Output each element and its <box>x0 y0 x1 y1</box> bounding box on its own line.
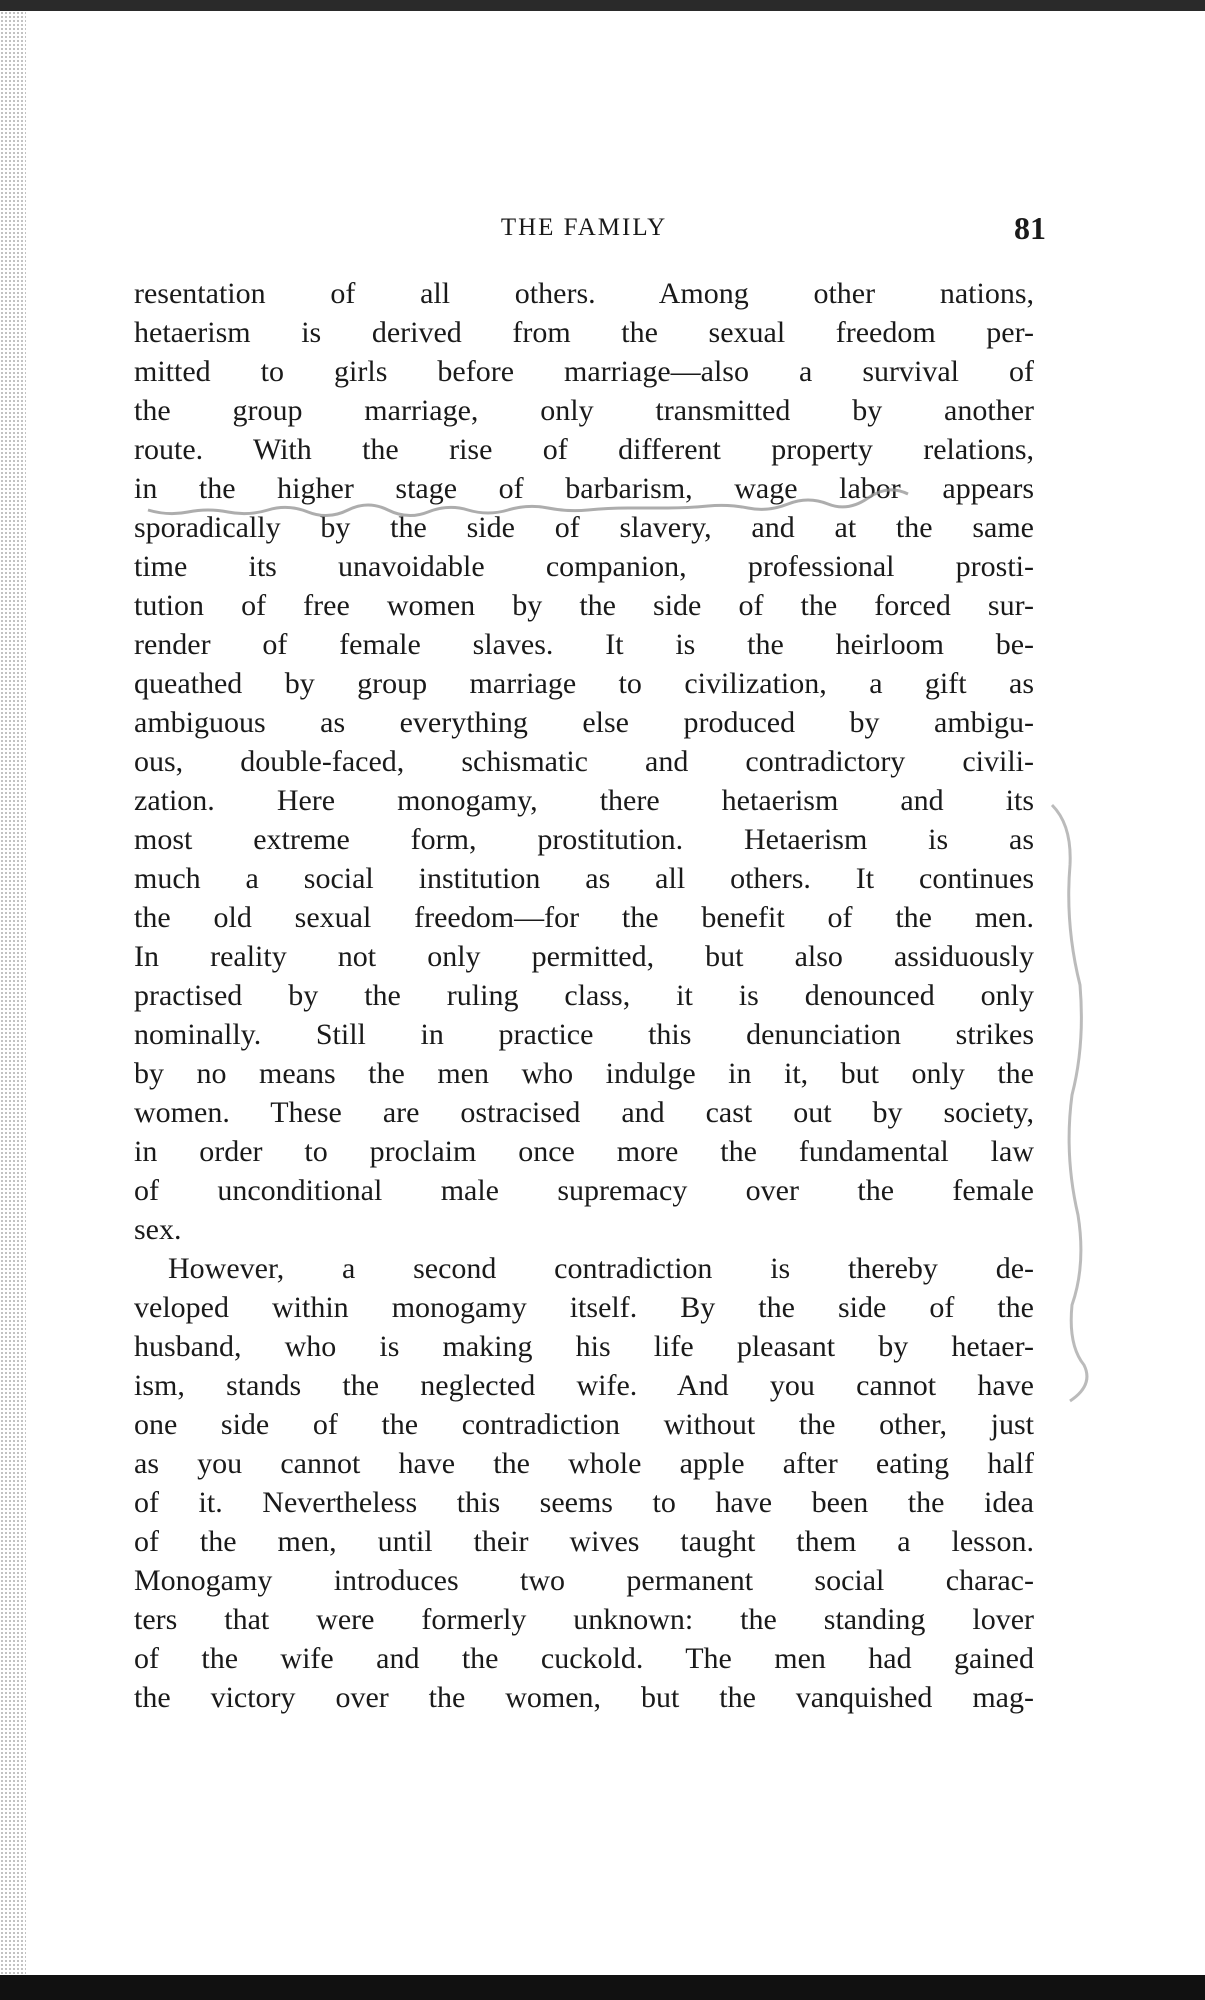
scan-left-edge-shadow <box>0 11 26 1975</box>
text-line: in order to proclaim once more the fundamental law <box>134 1135 1034 1168</box>
text-line: In reality not only permitted, but also assiduously <box>134 940 1034 973</box>
text-line: much a social institution as all others. It continues <box>134 862 1034 895</box>
text-line: the victory over the women, but the vanquished mag- <box>134 1681 1034 1714</box>
text-line: of the men, until their wives taught them a lesson. <box>134 1525 1034 1558</box>
text-line: by no means the men who indulge in it, but only the <box>134 1057 1034 1090</box>
text-line: mitted to girls before marriage—also a survival of <box>134 355 1034 388</box>
text-line: render of female slaves. It is the heirloom be- <box>134 628 1034 661</box>
text-line: However, a second contradiction is thereby de- <box>168 1252 1034 1285</box>
text-line: Monogamy introduces two permanent social charac- <box>134 1564 1034 1597</box>
text-line: nominally. Still in practice this denunciation strikes <box>134 1018 1034 1051</box>
text-line: practised by the ruling class, it is denounced only <box>134 979 1034 1012</box>
text-line: of it. Nevertheless this seems to have been the idea <box>134 1486 1034 1519</box>
text-line: most extreme form, prostitution. Hetaerism is as <box>134 823 1034 856</box>
text-line: the group marriage, only transmitted by another <box>134 394 1034 427</box>
text-line: tution of free women by the side of the forced sur- <box>134 589 1034 622</box>
page-number: 81 <box>1014 210 1046 246</box>
text-line: women. These are ostracised and cast out by society, <box>134 1096 1034 1129</box>
text-line: resentation of all others. Among other nations, <box>134 277 1034 310</box>
scan-bottom-edge <box>0 1975 1205 2000</box>
body-text <box>134 274 1034 1717</box>
text-line: one side of the contradiction without the other, just <box>134 1408 1034 1441</box>
text-line: husband, who is making his life pleasant by hetaer- <box>134 1330 1034 1363</box>
text-line: time its unavoidable companion, professional prosti- <box>134 550 1034 583</box>
text-line: zation. Here monogamy, there hetaerism and its <box>134 784 1034 817</box>
text-line: ambiguous as everything else produced by ambigu- <box>134 706 1034 739</box>
text-line: of unconditional male supremacy over the female <box>134 1174 1034 1207</box>
page-header <box>134 210 1046 246</box>
text-line: veloped within monogamy itself. By the side of the <box>134 1291 1034 1324</box>
text-line: as you cannot have the whole apple after eating half <box>134 1447 1034 1480</box>
text-line: route. With the rise of different property relations, <box>134 433 1034 466</box>
running-title: THE FAMILY <box>500 214 668 241</box>
text-line: sporadically by the side of slavery, and at the same <box>134 511 1034 544</box>
text-line: ous, double-faced, schismatic and contradictory civili- <box>134 745 1034 778</box>
text-line: in the higher stage of barbarism, wage labor appears <box>134 472 1034 505</box>
text-line: sex. <box>134 1213 182 1246</box>
text-line: hetaerism is derived from the sexual freedom per- <box>134 316 1034 349</box>
text-line: of the wife and the cuckold. The men had gained <box>134 1642 1034 1675</box>
scan-top-edge <box>0 0 1205 11</box>
pencil-margin-bracket <box>1052 805 1087 1401</box>
text-line: ters that were formerly unknown: the standing lover <box>134 1603 1034 1636</box>
text-line: ism, stands the neglected wife. And you cannot have <box>134 1369 1034 1402</box>
text-line: the old sexual freedom—for the benefit of the men. <box>134 901 1034 934</box>
text-line: queathed by group marriage to civilization, a gift as <box>134 667 1034 700</box>
